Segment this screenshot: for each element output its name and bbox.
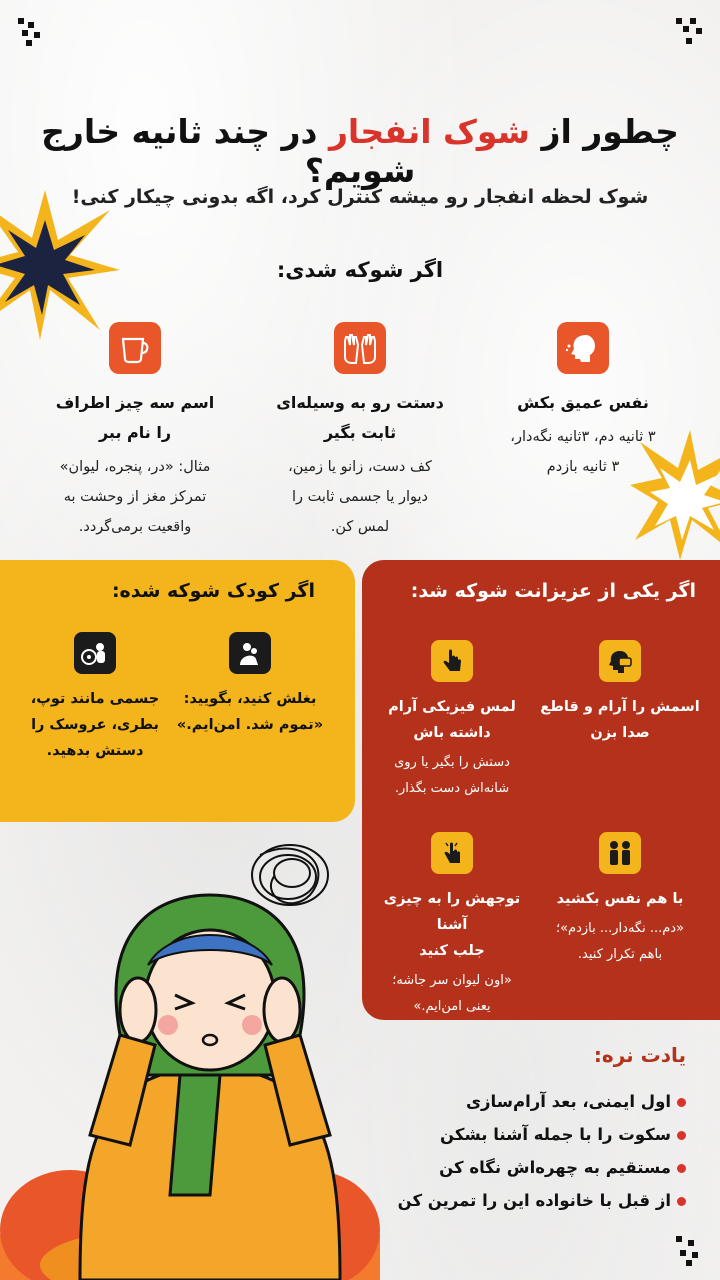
child-shock-panel <box>0 560 355 822</box>
corner-dots-top-left <box>18 18 44 48</box>
speech-icon <box>599 640 641 682</box>
tip-title: نفس عمیق بکش <box>517 393 649 412</box>
list-item: مستقیم به چهره‌اش نگاه کن <box>380 1151 686 1184</box>
remember-list <box>380 1085 686 1217</box>
touch-hand-icon <box>431 640 473 682</box>
tip-title: دستت رو به وسیله‌ای ثابت بگیر <box>276 393 444 442</box>
tip-title: اسمش را آرام و قاطع صدا بزن <box>540 699 700 741</box>
pointing-hand-icon <box>431 832 473 874</box>
loved-tip-touch <box>372 640 532 802</box>
tip-title: بغلش کنید، بگویید: «تموم شد. امن‌ایم.» <box>176 691 324 733</box>
hands-icon <box>334 322 386 374</box>
stressed-girl-illustration <box>60 835 360 1280</box>
if-shocked-heading: اگر شوکه شدی: <box>276 258 444 282</box>
loved-one-shock-panel <box>362 560 720 1020</box>
panel-heading: اگر یکی از عزیزانت شوکه شد: <box>410 580 696 602</box>
corner-dots-top-right <box>676 18 702 48</box>
title-highlight: شوک انفجار <box>328 112 530 151</box>
hug-icon <box>229 632 271 674</box>
list-item: اول ایمنی، بعد آرام‌سازی <box>380 1085 686 1118</box>
tip-title: توجهش را به چیزی آشنا جلب کنید <box>383 891 521 959</box>
tip-title: لمس فیزیکی آرام داشته باش <box>388 699 516 741</box>
tip-title: با هم نفس بکشید <box>556 891 684 907</box>
tip-hold-object <box>255 322 465 542</box>
tip-desc: کف دست، زانو یا زمین، دیوار یا جسمی ثابت را لمس کن. <box>288 459 432 535</box>
corner-dots-bottom-right <box>676 1236 702 1266</box>
loved-tip-draw-attention <box>372 832 532 1020</box>
page-subtitle: شوک لحظه انفجار رو میشه کنترل کرد، اگه بدونی چیکار کنی! <box>71 186 649 208</box>
breathing-head-icon <box>557 322 609 374</box>
child-tip-hug <box>170 632 330 738</box>
tip-name-three-things <box>30 322 240 542</box>
loved-tip-breathe-together <box>540 832 700 968</box>
tip-desc: ۳ ثانیه دم، ۳ثانیه نگه‌دار، ۳ ثانیه بازدم <box>510 429 656 475</box>
remember-title: یادت نره: <box>593 1043 686 1067</box>
tip-desc: «دم... نگه‌دار... بازدم»؛ باهم تکرار کنید. <box>555 921 685 962</box>
people-icon <box>599 832 641 874</box>
list-item: از قبل با خانواده این را تمرین کن <box>380 1184 686 1217</box>
cup-icon <box>109 322 161 374</box>
tip-desc: «اون لیوان سر جاشه؛ یعنی امن‌ایم.» <box>392 973 512 1014</box>
tip-desc: دستش را بگیر یا روی شانه‌اش دست بگذار. <box>394 755 510 796</box>
list-item: سکوت را با جمله آشنا بشکن <box>380 1118 686 1151</box>
page-title: چطور از شوک انفجار در چند ثانیه خارج شویم؟ <box>41 112 679 190</box>
tip-desc: مثال: «در، پنجره، لیوان» تمرکز مغز از وحشت به واقعیت برمی‌گردد. <box>59 459 211 535</box>
tip-deep-breath <box>478 322 688 482</box>
panel-heading: اگر کودک شوکه شده: <box>111 580 315 602</box>
tip-title: اسم سه چیز اطراف را نام ببر <box>55 393 215 442</box>
bullet-dot-icon <box>677 1131 686 1140</box>
bullet-dot-icon <box>677 1164 686 1173</box>
loved-tip-call-name <box>540 640 700 746</box>
tip-title: جسمی مانند توپ، بطری، عروسک را دستش بدهید. <box>30 691 160 759</box>
bullet-dot-icon <box>677 1098 686 1107</box>
bullet-dot-icon <box>677 1197 686 1206</box>
toys-icon <box>74 632 116 674</box>
child-tip-object <box>15 632 175 764</box>
